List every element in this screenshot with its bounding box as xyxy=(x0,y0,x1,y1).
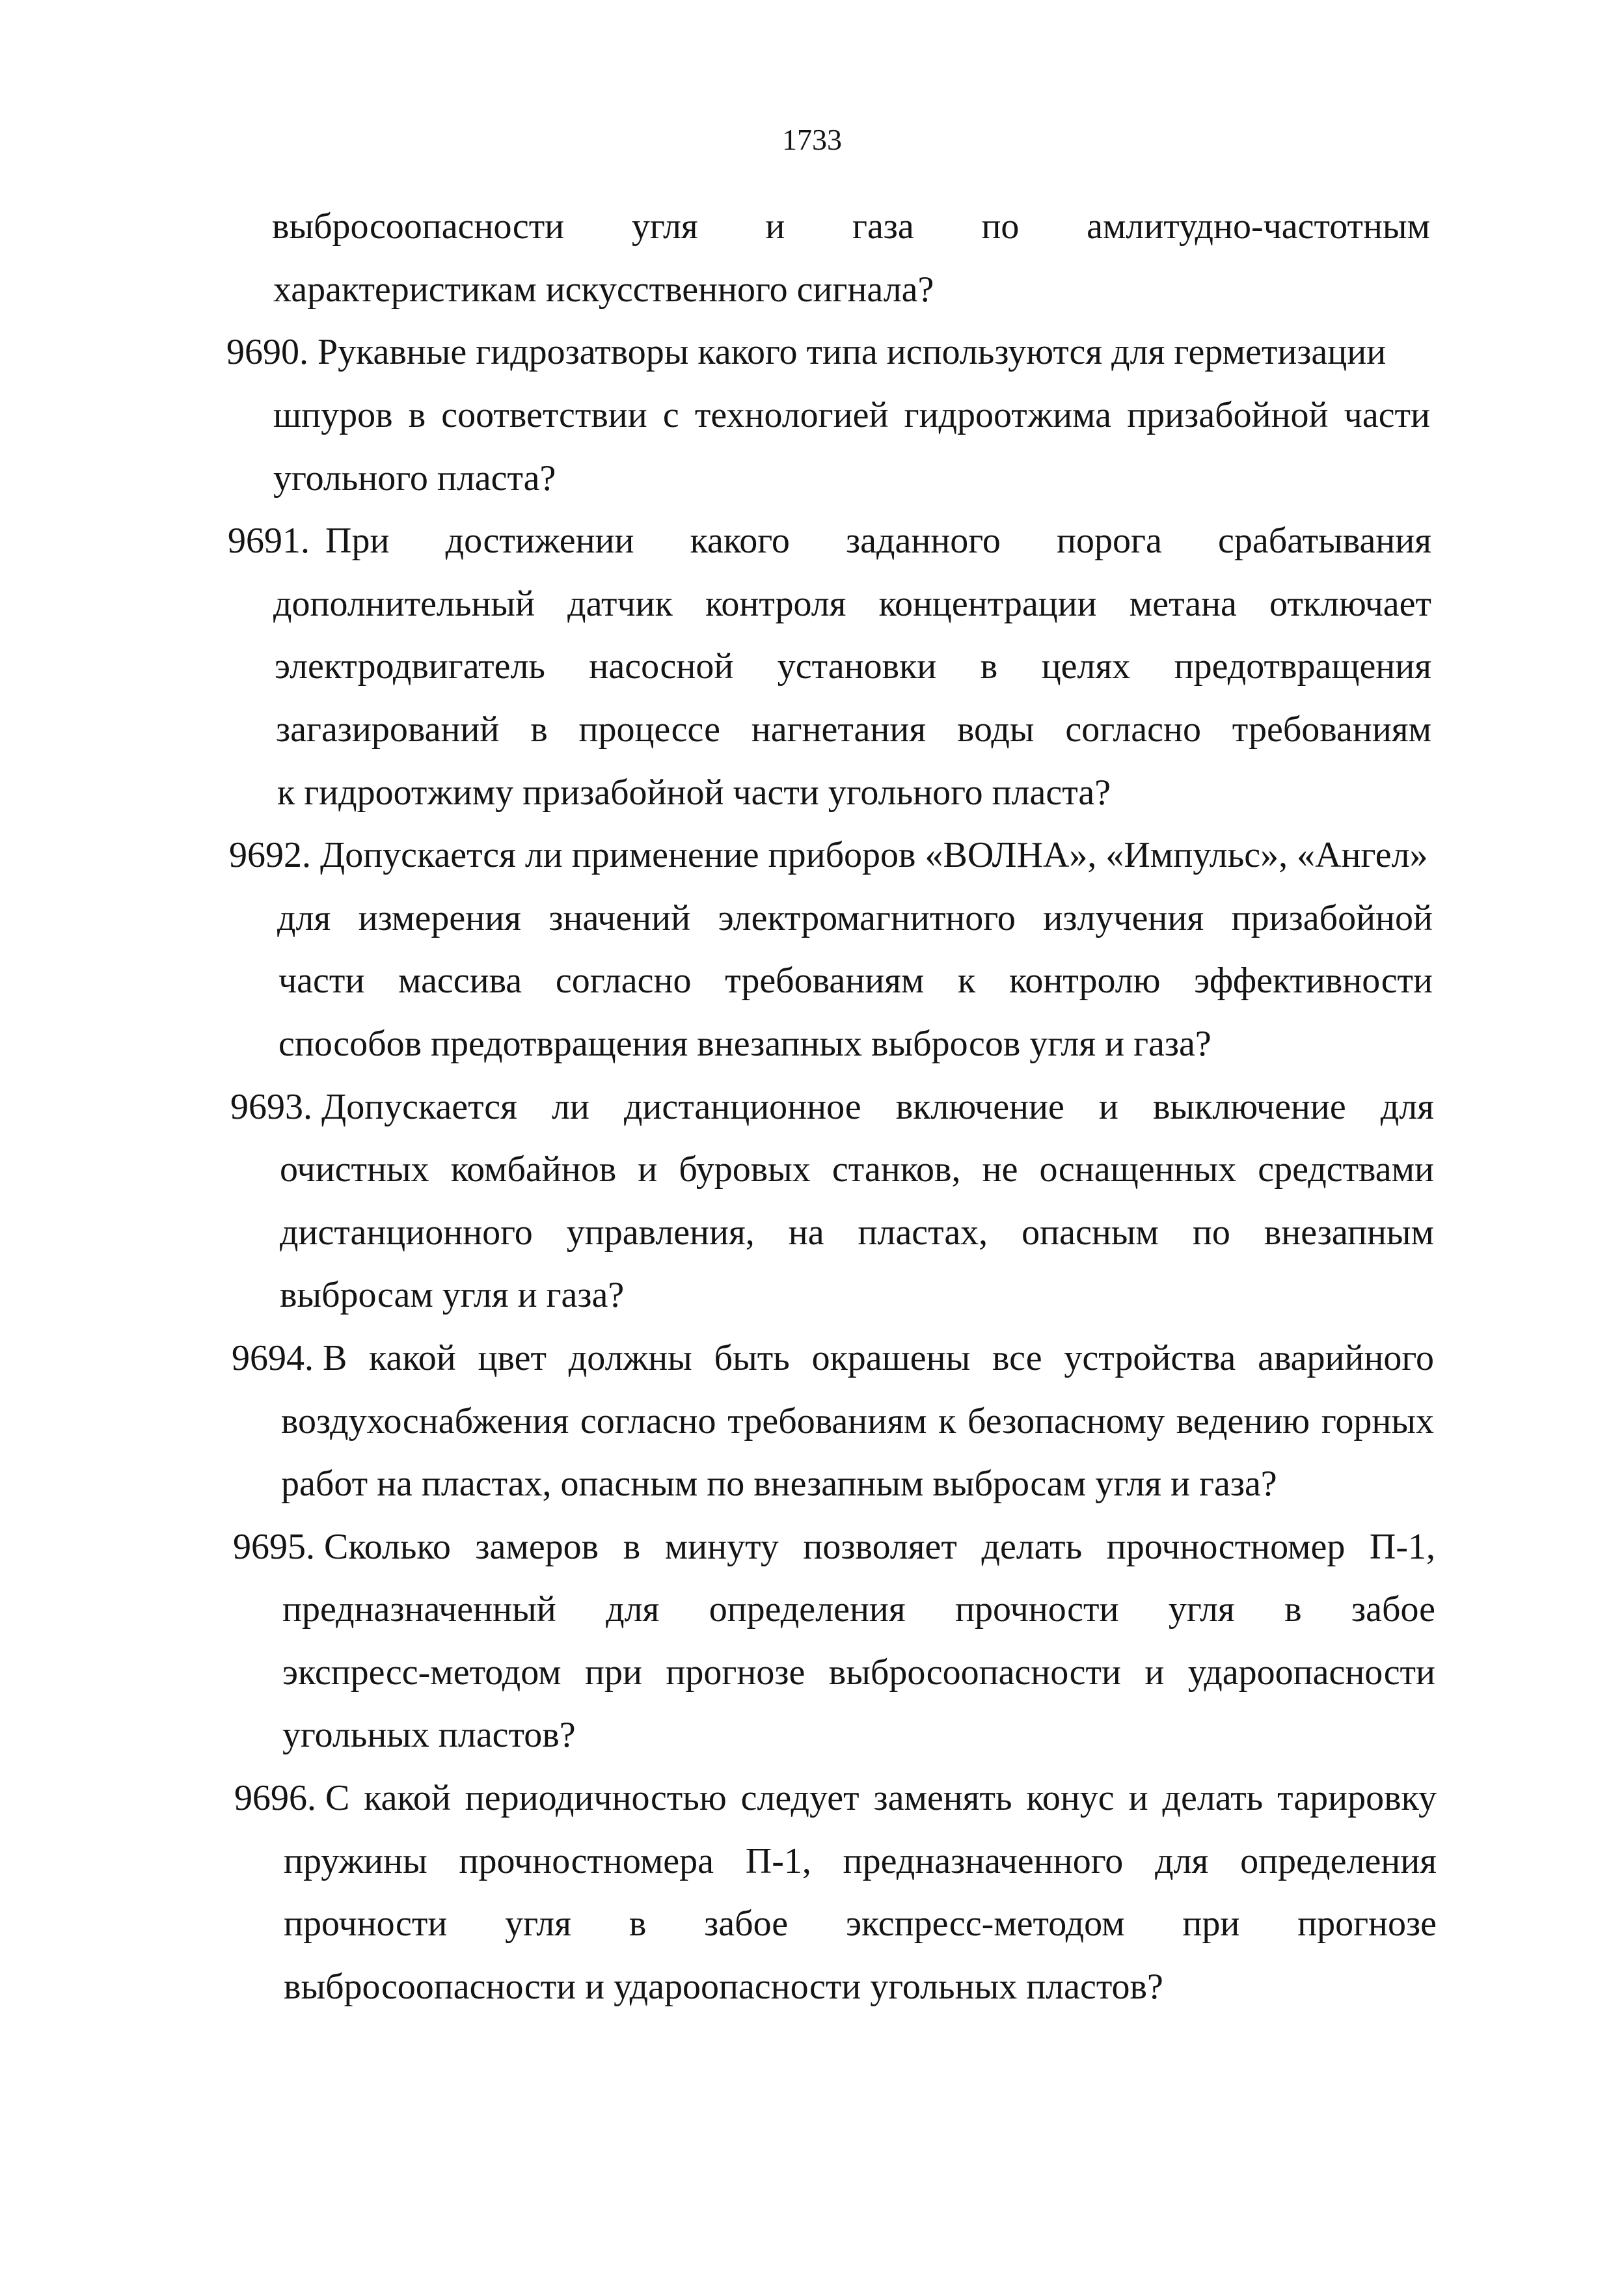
question-line xyxy=(232,1340,1434,1376)
question-text: С какой периодичностью следует заменять конус и делать тарировку xyxy=(325,1778,1437,1818)
question-line: воздухоснабжения согласно требованиям к безопасному ведению горных xyxy=(281,1401,1434,1441)
question-line xyxy=(233,1529,1435,1565)
question-line: к гидроотжиму призабойной части угольного пласта? xyxy=(277,772,1111,813)
question-number: 9694. xyxy=(232,1338,314,1378)
question-text: В какой цвет должны быть окрашены все устройства аварийного xyxy=(323,1338,1434,1378)
question-line: угольных пластов? xyxy=(282,1715,576,1755)
body-line: характеристикам искусственного сигнала? xyxy=(273,269,934,310)
body-line: выбросоопасности угля и газа по амлитудно-частотным xyxy=(272,206,1430,247)
question-line: для измерения значений электромагнитного излучения призабойной xyxy=(277,898,1433,938)
question-line: угольного пласта? xyxy=(273,458,556,498)
page-number: 1733 xyxy=(782,123,842,156)
question-line: части массива согласно требованиям к контролю эффективности xyxy=(278,961,1433,1001)
question-line: дистанционного управления, на пластах, опасным по внезапным xyxy=(280,1212,1434,1253)
question-number: 9690. xyxy=(226,332,308,372)
question-number: 9691. xyxy=(228,521,310,561)
question-line: экспресс-методом при прогнозе выбросоопасности и удароопасности xyxy=(282,1652,1435,1693)
question-number: 9695. xyxy=(233,1527,315,1567)
question-line xyxy=(226,334,1386,370)
question-number: 9696. xyxy=(234,1778,316,1818)
question-line: дополнительный датчик контроля концентрации метана отключает xyxy=(273,584,1431,624)
question-number: 9692. xyxy=(229,835,311,875)
question-line: способов предотвращения внезапных выбросов угля и газа? xyxy=(278,1024,1211,1064)
question-text: Допускается ли применение приборов «ВОЛНА», «Импульс», «Ангел» xyxy=(320,835,1428,875)
question-line: прочности угля в забое экспресс-методом при прогнозе xyxy=(284,1903,1437,1944)
question-line: пружины прочностномера П-1, предназначенного для определения xyxy=(284,1841,1437,1881)
question-line: выбросоопасности и удароопасности угольных пластов? xyxy=(284,1967,1163,2007)
question-text: При достижении какого заданного порога срабатывания xyxy=(325,521,1431,561)
question-line xyxy=(234,1780,1437,1816)
question-line: работ на пластах, опасным по внезапным выбросам угля и газа? xyxy=(281,1464,1277,1504)
question-number: 9693. xyxy=(230,1087,312,1127)
question-line xyxy=(229,837,1428,873)
question-line: очистных комбайнов и буровых станков, не оснащенных средствами xyxy=(280,1149,1434,1190)
question-line: электродвигатель насосной установки в целях предотвращения xyxy=(275,646,1431,687)
question-line xyxy=(228,523,1431,559)
question-line: выбросам угля и газа? xyxy=(280,1275,625,1315)
question-text: Допускается ли дистанционное включение и выключение для xyxy=(321,1087,1434,1127)
question-text: Сколько замеров в минуту позволяет делать прочностномер П-1, xyxy=(324,1527,1435,1567)
question-line: загазирований в процессе нагнетания воды согласно требованиям xyxy=(276,709,1431,750)
question-line: предназначенный для определения прочности угля в забое xyxy=(282,1589,1435,1630)
question-line: шпуров в соответствии с технологией гидроотжима призабойной части xyxy=(273,395,1430,435)
question-text: Рукавные гидрозатворы какого типа используются для герметизации xyxy=(318,332,1387,372)
question-line xyxy=(230,1089,1434,1125)
